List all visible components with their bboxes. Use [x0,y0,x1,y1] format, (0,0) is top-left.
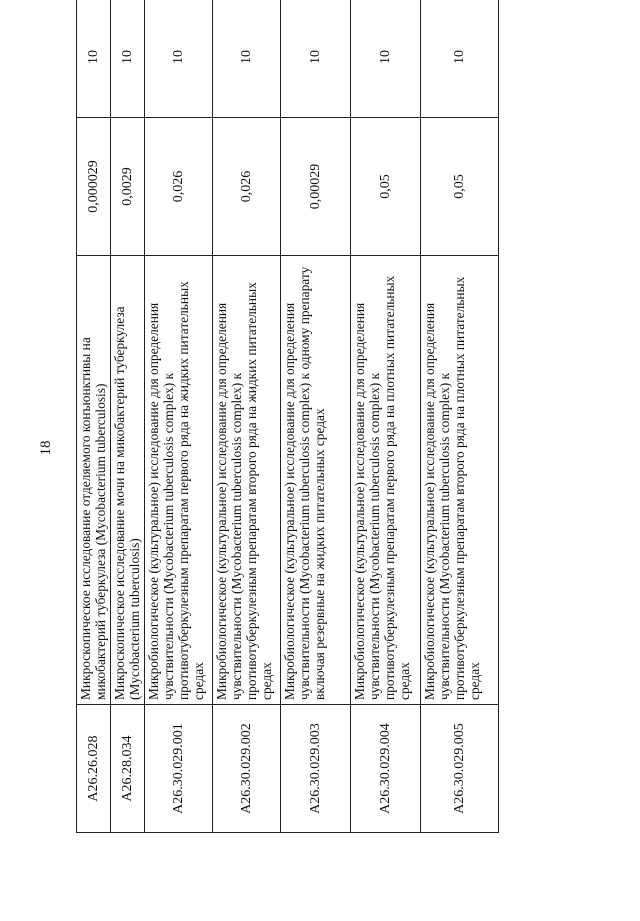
table-row [145,0,213,833]
service-code: A26.30.029.004 [351,705,421,833]
service-name: Микроскопическое исследование отделяемого конъюнктивы на микобактерий туберкулеза (Mycobacterium tuberculosis) [77,256,111,705]
multiplicity-value: 10 [145,0,213,118]
frequency-coefficient: 0,000029 [77,118,111,256]
frequency-coefficient: 0,05 [421,118,499,256]
table-row [111,0,145,833]
multiplicity-value: 10 [281,0,351,118]
service-name: Микробиологическое (культуральное) исследование для определения чувствительности (Mycobacterium tuberculosis complex) к противотуберкулезным препаратам второго ряда на жидких питательных средах [213,256,281,705]
frequency-coefficient: 0,026 [145,118,213,256]
multiplicity-value: 10 [213,0,281,118]
frequency-coefficient: 0,05 [351,118,421,256]
service-code: A26.28.034 [111,705,145,833]
multiplicity-value: 10 [77,0,111,118]
table-row [351,0,421,833]
service-name: Микробиологическое (культуральное) исследование для определения чувствительности (Mycobacterium tuberculosis complex) к противотуберкулезным препаратам первого ряда на жидких питательных средах [145,256,213,705]
services-table [76,0,499,833]
table-row [213,0,281,833]
multiplicity-value: 10 [111,0,145,118]
frequency-coefficient: 0,026 [213,118,281,256]
multiplicity-value: 10 [421,0,499,118]
service-code: A26.26.028 [77,705,111,833]
table-row [77,0,111,833]
service-code: A26.30.029.002 [213,705,281,833]
table-rotated-container [76,33,498,833]
page-number: 18 [38,440,54,456]
service-code: A26.30.029.005 [421,705,499,833]
multiplicity-value: 10 [351,0,421,118]
service-name: Микроскопическое исследование мочи на микобактерий туберкулеза (Mycobacterium tuberculosis) [111,256,145,705]
frequency-coefficient: 0,00029 [281,118,351,256]
service-name: Микробиологическое (культуральное) исследование для определения чувствительности (Mycobacterium tuberculosis complex) к противотуберкулезным препаратам первого ряда на плотных питательных средах [351,256,421,705]
service-name: Микробиологическое (культуральное) исследование для определения чувствительности (Mycobacterium tuberculosis complex) к одному препарату включая резервные на жидких питательных средах [281,256,351,705]
frequency-coefficient: 0,0029 [111,118,145,256]
service-code: A26.30.029.001 [145,705,213,833]
table-row [421,0,499,833]
service-code: A26.30.029.003 [281,705,351,833]
table-row [281,0,351,833]
service-name: Микробиологическое (культуральное) исследование для определения чувствительности (Mycobacterium tuberculosis complex) к противотуберкулезным препаратам второго ряда на плотных питательных средах [421,256,499,705]
